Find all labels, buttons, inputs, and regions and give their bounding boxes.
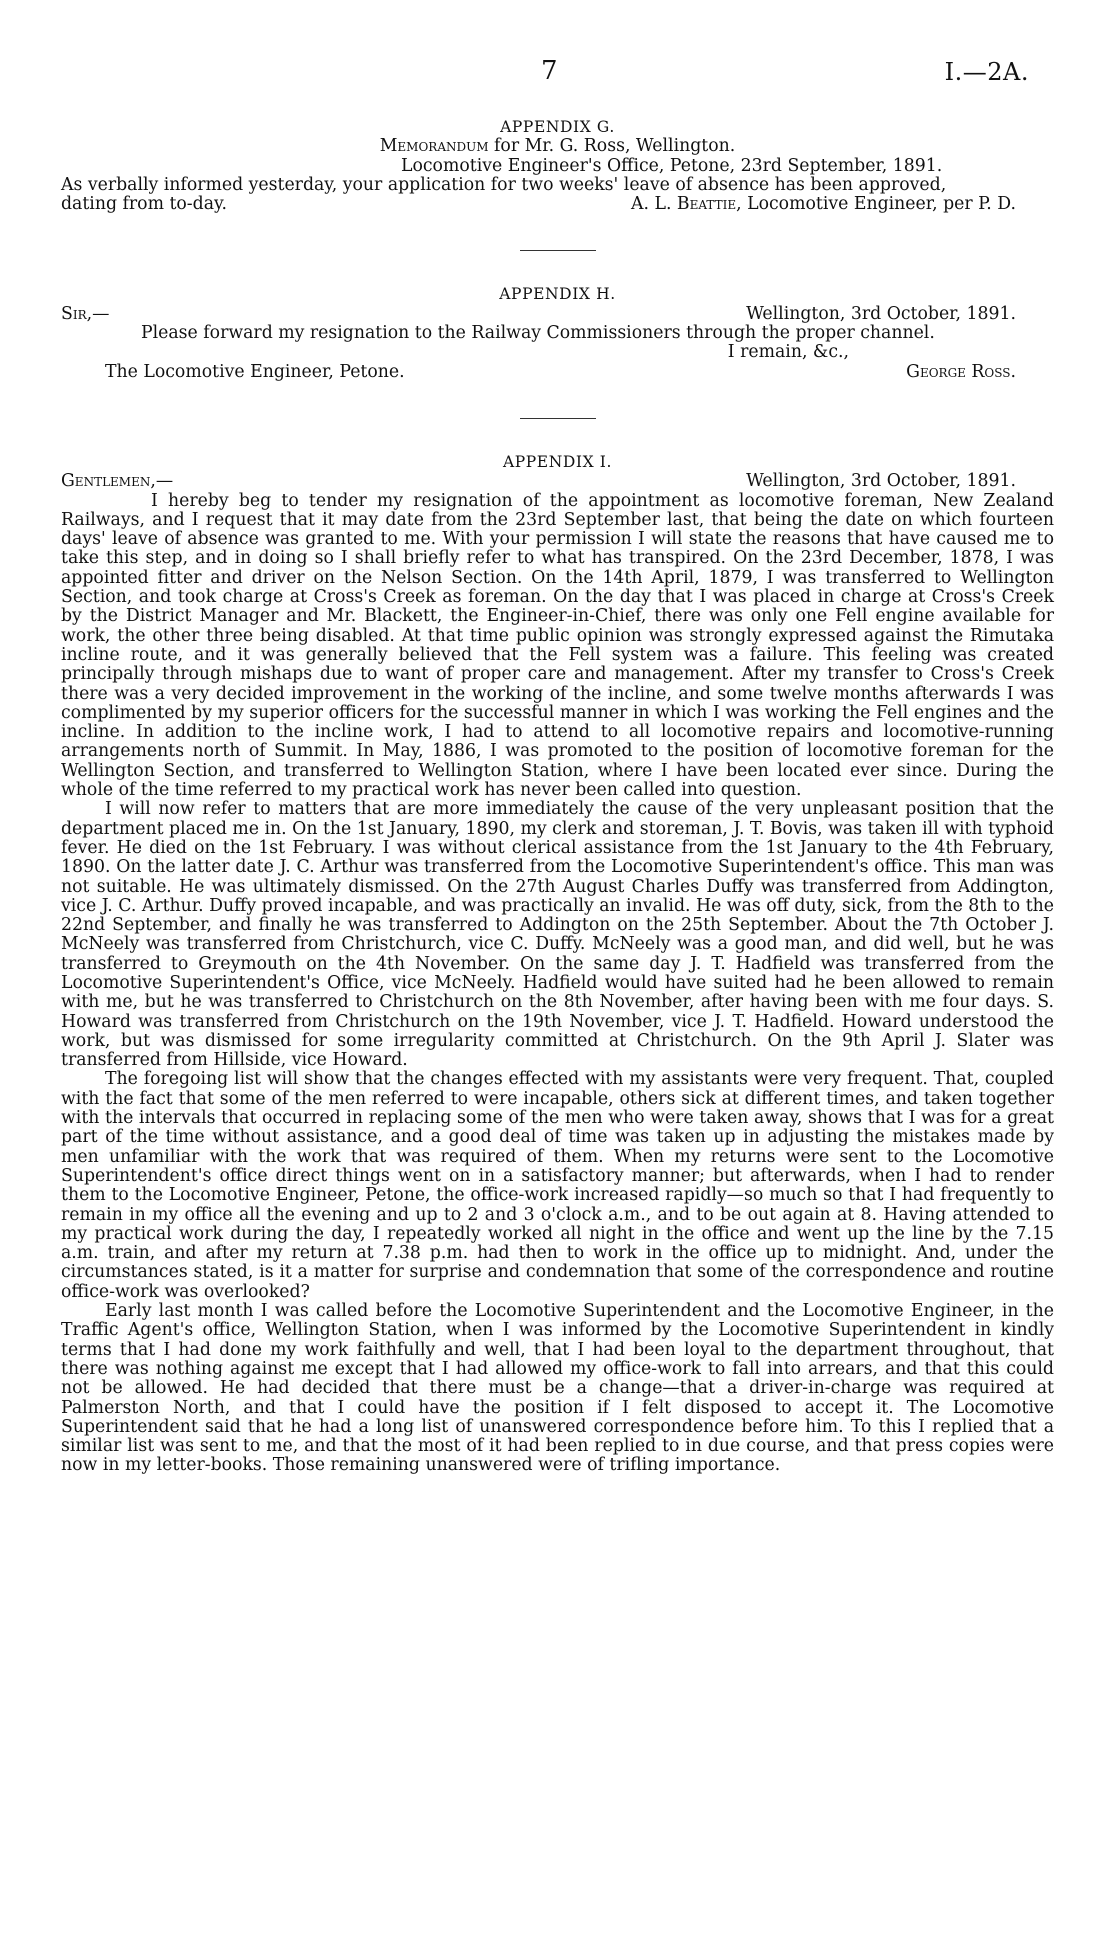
section-divider bbox=[520, 418, 596, 419]
paragraph: I hereby beg to tender my resignation of the appointment as locomotive foreman, New Zealand Railways, and I request that it may date from the 23rd September last, that being the date on which fourteen days' leave of absence was granted to me. With your permission I will state the reasons that have caused me to take this step, and in doing so I shall briefly refer to what has transpired. On the 23rd December, 1878, I was appointed fitter and driver on the Nelson Section. On the 14th April, 1879, I was transferred to Wellington Section, and took charge at Cross's Creek as foreman. On the day that I was placed in charge at Cross's Creek by the District Manager and Mr. Blackett, the Engineer-in-Chief, there was only one Fell engine available for work, the other three being disabled. At that time public opinion was strongly expressed against the Rimutaka incline route, and it was generally believed that the Fell system was a failure. This feeling was created principally through mishaps due to want of proper care and management. After my transfer to Cross's Creek there was a very decided improvement in the working of the incline, and some twelve months afterwards I was complimented by my superior officers for the successful manner in which I was working the Fell engines and the incline. In addition to the incline work, I had to attend to all locomotive repairs and locomotive-running arrangements north of Summit. In May, 1886, I was promoted to the position of locomotive foreman for the Wellington Section, and transferred to Wellington Station, where I have been located ever since. During the whole of the time referred to my practical work has never been called into question. bbox=[61, 490, 1054, 801]
letter-header bbox=[61, 305, 1054, 324]
paragraph: I will now refer to matters that are more immediately the cause of the very unpleasant position that the department placed me in. On the 1st January, 1890, my clerk and storeman, J. T. Bovis, was taken ill with typhoid fever. He died on the 1st February. I was without clerical assistance from the 1st January to the 4th February, 1890. On the latter date J. C. Arthur was transferred from the Locomotive Superintendent's office. This man was not suitable. He was ultimately dismissed. On the 27th August Charles Duffy was transferred from Addington, vice J. C. Arthur. Duffy proved incapable, and was practically an invalid. He was off duty, sick, from the 8th to the 22nd September, and finally he was transferred to Addington on the 25th September. About the 7th October J. McNeely was transferred from Christchurch, vice C. Duffy. McNeely was a good man, and did well, but he was transferred to Greymouth on the 4th November. On the same day J. T. Hadfield was transferred from the Locomotive Superintendent's Office, vice McNeely. Hadfield would have suited had he been allowed to remain with me, but he was transferred to Christchurch on the 8th November, after having been with me four days. S. Howard was transferred from Christchurch on the 19th November, vice J. T. Hadfield. Howard understood the work, but was dismissed for some irregularity committed at Christchurch. On the 9th April J. Slater was transferred from Hillside, vice Howard. bbox=[61, 799, 1054, 1071]
memo-signature-title: , Locomotive Engineer, per P. D. bbox=[736, 194, 1016, 215]
memo-signature bbox=[631, 195, 1054, 214]
letter-body: Please forward my resignation to the Railway Commissioners through the proper channel. bbox=[141, 323, 935, 344]
appendix-g-heading: APPENDIX G. bbox=[500, 118, 615, 136]
memo-body-line: As verbally informed yesterday, your application for two weeks' leave of absence has been approved, bbox=[61, 174, 947, 195]
memo-last-line bbox=[61, 195, 1054, 214]
letter-closing: I remain, &c., bbox=[727, 342, 849, 363]
salutation: Gentlemen,— bbox=[61, 471, 174, 492]
addressee: The Locomotive Engineer, Petone. bbox=[105, 361, 405, 382]
memo-label: Memorandum bbox=[379, 136, 489, 157]
page-number: 7 bbox=[541, 56, 558, 86]
memo-body-line: dating from to-day. bbox=[61, 194, 227, 215]
page-reference: I.—2A. bbox=[944, 58, 1029, 86]
appendix-h-heading: APPENDIX H. bbox=[499, 285, 616, 304]
memo-office-line: Locomotive Engineer's Office, Petone, 23rd September, 1891. bbox=[401, 155, 943, 176]
page-header bbox=[0, 56, 1114, 96]
memo-signature-name: A. L. Beattie bbox=[631, 194, 737, 215]
letter-header bbox=[61, 472, 1054, 491]
memo-recipient: for Mr. G. Ross, Wellington. bbox=[488, 136, 736, 157]
paragraph: The foregoing list will show that the changes effected with my assistants were very frequent. That, coupled with the fact that some of the men referred to were incapable, others sick at different times, and taken together with the intervals that occurred in replacing some of the men who were taken away, shows that I was for a great part of the time without assistance, and a good deal of time was taken up in adjusting the mistakes made by men unfamiliar with the work that was required of them. When my returns were sent to the Locomotive Superintendent's office direct things went on in a satisfactory manner; but afterwards, when I had to render them to the Locomotive Engineer, Petone, the office-work increased rapidly—so much so that I had frequently to remain in my office all the evening and up to 2 and 3 o'clock a.m., and to be out again at 8. Having attended to my practical work during the day, I repeatedly worked all night in the office and went up the line by the 7.15 a.m. train, and after my return at 7.38 p.m. had then to work in the office up to midnight. And, under the circumstances stated, is it a matter for surprise and condemnation that some of the correspondence and routine office-work was overlooked? bbox=[61, 1069, 1054, 1302]
memo-title bbox=[61, 137, 1054, 156]
section-divider bbox=[520, 250, 596, 251]
signature: George Ross. bbox=[906, 361, 1016, 382]
appendix-i-heading: APPENDIX I. bbox=[502, 452, 613, 471]
appendix-g bbox=[61, 118, 1054, 214]
place-date: Wellington, 3rd October, 1891. bbox=[746, 471, 1016, 492]
place-date: Wellington, 3rd October, 1891. bbox=[746, 303, 1016, 324]
salutation: Sir,— bbox=[61, 303, 110, 324]
paragraph: Early last month I was called before the Locomotive Superintendent and the Locomotive Engineer, in the Traffic Agent's office, Wellington Station, when I was informed by the Locomotive Superintendent in kindly terms that I had done my work faithfully and well, that I had been loyal to the department throughout, that there was nothing against me except that I had allowed my office-work to fall into arrears, and that this could not be allowed. He had decided that there must be a change—that a driver-in-charge was required at Palmerston North, and that I could have the position if I felt disposed to accept it. The Locomotive Superintendent said that he had a long list of unanswered correspondence before him. To this I replied that a similar list was sent to me, and that the most of it had been replied to in due course, and that press copies were now in my letter-books. Those remaining unanswered were of trifling importance. bbox=[61, 1301, 1054, 1476]
appendix-h bbox=[61, 285, 1054, 381]
appendix-i bbox=[61, 453, 1054, 1476]
page-body bbox=[61, 118, 1054, 1476]
letter-footer bbox=[61, 363, 1054, 382]
